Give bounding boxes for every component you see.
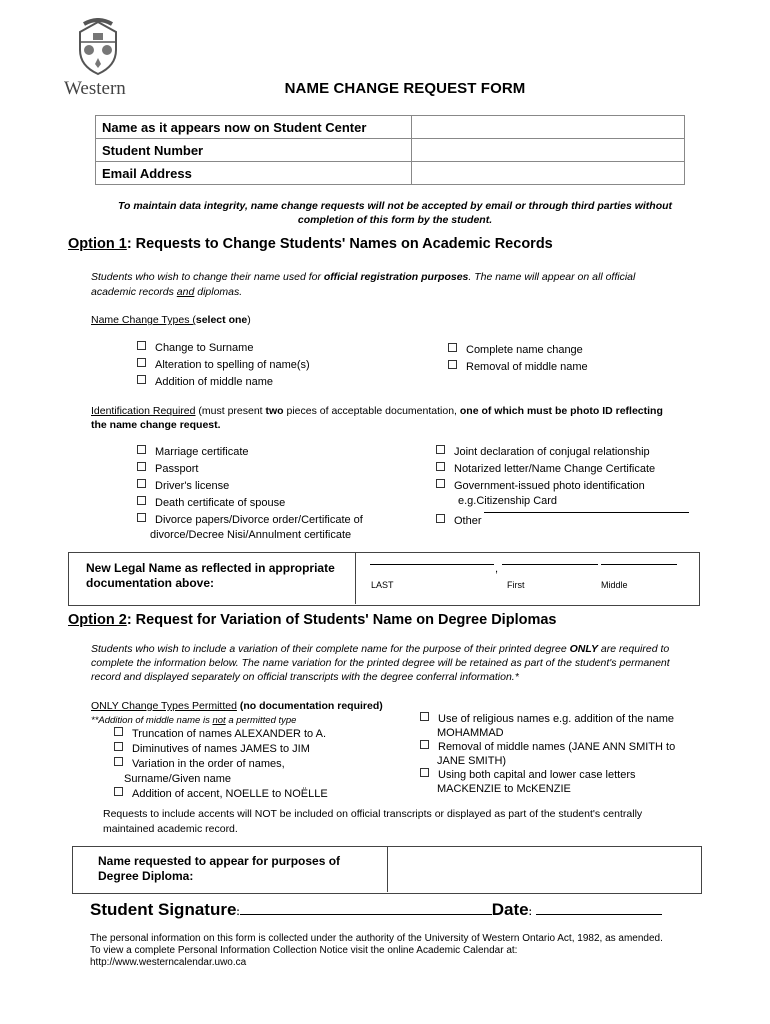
only-types-right [420, 712, 675, 796]
table-row [96, 162, 685, 185]
email-field[interactable] [412, 162, 685, 185]
checkbox-option[interactable] [436, 461, 655, 478]
checkbox-label: Addition of accent, NOELLE to NOËLLE [132, 788, 328, 800]
checkbox-label: Complete name change [466, 344, 583, 356]
intro-text: are required to complete the information below. The name variation for the printed degree will be retained as part of the student's permanent record and displayed separately on official transcripts with the degree conferral information.* [91, 643, 670, 683]
intro-bold: ONLY [569, 643, 599, 655]
checkbox-option[interactable] [114, 757, 328, 772]
student-number-field[interactable] [412, 139, 685, 162]
option2-heading-text: : Request for Variation of Students' Name on Degree Diplomas [126, 612, 557, 628]
checkbox-icon[interactable] [137, 445, 146, 454]
checkbox-label: Variation in the order of names, [132, 758, 285, 770]
checkbox-label: Notarized letter/Name Change Certificate [454, 463, 656, 475]
date-label: Date [491, 900, 529, 919]
checkbox-label-cont: JANE SMITH) [437, 755, 507, 767]
name-change-types-right [448, 342, 588, 376]
checkbox-label: Other [454, 515, 482, 527]
types-label-bold: select one [195, 314, 248, 326]
checkbox-icon[interactable] [137, 513, 146, 522]
note-text: a permitted type [225, 715, 297, 726]
date-colon: : [528, 907, 532, 918]
checkbox-option[interactable] [137, 478, 363, 495]
intro-text: . The name will appear on all official academic records [91, 271, 636, 298]
id-bold: two [265, 405, 284, 417]
checkbox-label: Marriage certificate [155, 446, 249, 458]
university-crest-icon [74, 18, 122, 76]
checkbox-option[interactable] [137, 374, 310, 391]
checkbox-option[interactable] [114, 787, 328, 802]
col-first: First [507, 580, 525, 590]
id-bold: one of which must be photo ID reflecting the name change request. [91, 405, 663, 431]
option2-heading [68, 612, 556, 628]
checkbox-icon[interactable] [420, 740, 429, 749]
degree-name-divider [387, 846, 388, 892]
checkbox-icon[interactable] [436, 479, 445, 488]
email-label: Email Address [96, 162, 412, 185]
date-line[interactable] [536, 900, 662, 915]
degree-name-label: Name requested to appear for purposes of Degree Diploma: [98, 854, 341, 883]
note-underline: not [212, 715, 226, 726]
col-middle: Middle [601, 580, 628, 590]
checkbox-icon[interactable] [137, 375, 146, 384]
checkbox-label: Change to Surname [155, 342, 254, 354]
checkbox-option[interactable] [114, 742, 328, 757]
checkbox-label-cont: Surname/Given name [124, 773, 231, 785]
checkbox-label: Diminutives of names JAMES to JIM [132, 743, 310, 755]
checkbox-icon[interactable] [137, 341, 146, 350]
name-change-types-label [91, 313, 251, 328]
intro-text: Students who wish to change their name used for [91, 271, 324, 283]
footer-line: To view a complete Personal Information Collection Notice visit the online Academic Calendar at: [90, 945, 518, 956]
student-number-label: Student Number [96, 139, 412, 162]
option2-heading-prefix: Option 2 [68, 612, 127, 628]
option1-heading-text: : Requests to Change Students' Names on Academic Records [126, 236, 553, 252]
last-name-line[interactable] [370, 564, 494, 565]
checkbox-icon[interactable] [420, 712, 429, 721]
checkbox-label: Divorce papers/Divorce order/Certificate of [155, 514, 363, 526]
checkbox-label-cont: MOHAMMAD [437, 727, 504, 739]
checkbox-label: Use of religious names e.g. addition of the name [438, 713, 675, 725]
other-doc-line[interactable] [484, 512, 689, 513]
checkbox-label: Government-issued photo identification [454, 480, 645, 492]
types-label-bold: (no documentation required) [236, 700, 383, 712]
signature-row [90, 900, 662, 920]
legal-name-label: New Legal Name as reflected in appropriate documentation above: [86, 561, 335, 590]
checkbox-icon[interactable] [137, 462, 146, 471]
intro-bold: official registration purposes [323, 271, 469, 283]
footer-line: The personal information on this form is collected under the authority of the University of Western Ontario Act, 1982, as amended. [90, 933, 663, 944]
checkbox-label: Using both capital and lower case letters [438, 769, 636, 781]
checkbox-icon[interactable] [436, 445, 445, 454]
id-docs-right [436, 444, 655, 530]
checkbox-option[interactable] [137, 340, 310, 357]
id-required-text [91, 404, 671, 432]
checkbox-icon[interactable] [448, 360, 457, 369]
checkbox-icon[interactable] [114, 787, 123, 796]
types-label-text: ONLY Change Types Permitted [91, 700, 237, 712]
option1-heading [68, 236, 553, 252]
checkbox-label: Joint declaration of conjugal relationship [454, 446, 650, 458]
checkbox-icon[interactable] [436, 514, 445, 523]
middle-name-line[interactable] [601, 564, 677, 565]
checkbox-icon[interactable] [448, 343, 457, 352]
checkbox-option[interactable] [137, 461, 363, 478]
table-row [96, 139, 685, 162]
checkbox-label: Driver's license [155, 480, 230, 492]
checkbox-label-cont: divorce/Decree Nisi/Annulment certificate [150, 529, 352, 541]
checkbox-label: Addition of middle name [155, 376, 274, 388]
checkbox-option[interactable] [448, 342, 588, 359]
signature-line[interactable] [240, 900, 492, 915]
intro-text: Students who wish to include a variation of their complete name for the purpose of their printed degree [91, 643, 570, 655]
checkbox-icon[interactable] [114, 742, 123, 751]
name-change-types-left [137, 340, 310, 391]
name-current-label: Name as it appears now on Student Center [96, 116, 412, 139]
checkbox-option[interactable] [114, 727, 328, 742]
checkbox-label: Truncation of names ALEXANDER to A. [132, 728, 327, 740]
checkbox-label: Death certificate of spouse [155, 497, 286, 509]
only-types-label [91, 699, 383, 714]
col-last: LAST [371, 580, 394, 590]
student-info-table [95, 115, 685, 185]
note-text: **Addition of middle name is [91, 715, 213, 726]
checkbox-option[interactable] [137, 357, 310, 374]
name-comma: , [495, 563, 499, 575]
checkbox-label: Removal of middle name [466, 361, 588, 373]
id-text: (must present [195, 405, 266, 417]
signature-label: Student Signature [90, 900, 237, 919]
checkbox-icon[interactable] [114, 727, 123, 736]
middle-name-note [91, 715, 296, 726]
option2-intro [91, 642, 681, 684]
checkbox-icon[interactable] [137, 479, 146, 488]
checkbox-option[interactable] [436, 478, 655, 495]
checkbox-icon[interactable] [137, 358, 146, 367]
checkbox-option[interactable] [420, 712, 675, 726]
logo-wordmark: Western [64, 78, 126, 99]
checkbox-option[interactable] [137, 444, 363, 461]
name-current-field[interactable] [412, 116, 685, 139]
intro-underline: and [176, 286, 195, 298]
checkbox-option-other[interactable] [436, 513, 655, 530]
table-row [96, 116, 685, 139]
checkbox-label: Alteration to spelling of name(s) [155, 359, 310, 371]
checkbox-label-cont: e.g.Citizenship Card [458, 495, 558, 507]
form-title: NAME CHANGE REQUEST FORM [284, 80, 526, 97]
first-name-line[interactable] [502, 564, 598, 565]
accents-note: Requests to include accents will NOT be included on official transcripts or displayed as part of the student's centrally maintained academic record. [103, 808, 643, 835]
checkbox-label: Removal of middle names (JANE ANN SMITH to [438, 741, 676, 753]
checkbox-icon[interactable] [137, 496, 146, 505]
types-label-close: ) [247, 314, 251, 326]
checkbox-icon[interactable] [436, 462, 445, 471]
integrity-notice: To maintain data integrity, name change requests will not be accepted by email or through third parties without completion of this form by the student. [117, 200, 673, 226]
checkbox-option[interactable] [137, 512, 363, 529]
only-types-left [114, 727, 328, 802]
types-label-text: Name Change Types ( [91, 314, 196, 326]
checkbox-icon[interactable] [420, 768, 429, 777]
id-text: pieces of acceptable documentation, [283, 405, 460, 417]
checkbox-icon[interactable] [114, 757, 123, 766]
option1-intro [91, 270, 681, 300]
checkbox-option[interactable] [420, 768, 675, 782]
intro-text: diplomas. [194, 286, 243, 298]
checkbox-label-cont: MACKENZIE to McKENZIE [437, 783, 571, 795]
checkbox-option[interactable] [137, 495, 363, 512]
checkbox-label: Passport [155, 463, 199, 475]
option1-heading-prefix: Option 1 [68, 236, 127, 252]
checkbox-option[interactable] [448, 359, 588, 376]
checkbox-option[interactable] [420, 740, 675, 754]
id-docs-left [137, 444, 363, 542]
checkbox-option[interactable] [436, 444, 655, 461]
footer-url[interactable]: http://www.westerncalendar.uwo.ca [90, 957, 247, 968]
signature-colon: : [236, 907, 240, 918]
privacy-footer [90, 933, 710, 969]
id-label: Identification Required [91, 405, 196, 417]
